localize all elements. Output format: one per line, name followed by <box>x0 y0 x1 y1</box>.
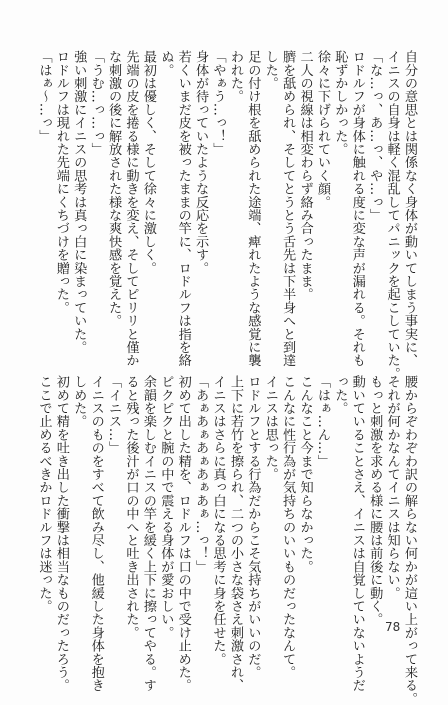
top-line: 若くいまだ皮を被ったままの竿に、ロドルフは指を絡 <box>175 50 191 367</box>
top-line: 先端の皮を捲る様に動きを変え、そしてピリリと僅か <box>123 50 139 367</box>
bottom-line: 「あぁあぁあぁあぁあぁ…っ！」 <box>193 375 209 573</box>
top-line: 足の付け根を舐められた途端、痺れたような感覚に襲 <box>245 50 261 367</box>
top-line: われた。 <box>227 50 243 103</box>
bottom-line: った。 <box>332 375 348 415</box>
top-line: 「な…っ、あ…っ、や…っ」 <box>367 50 383 222</box>
top-line: 恥ずかしかった。 <box>332 50 348 156</box>
bottom-line: もっと刺激を求める様に腰は前後に動く。 <box>367 375 383 626</box>
top-line: 「はぁ～…っ」 <box>36 50 52 143</box>
bottom-line: 「はぁ…ん…」 <box>314 375 330 468</box>
top-line: 「やぁう…っ！」 <box>210 50 226 156</box>
top-line: ロドルフが身体に触れる度に変な声が漏れる。それも <box>349 50 365 367</box>
top-line: 「うむ…っ…っ」 <box>88 50 104 156</box>
bottom-line: 初めて精を吐き出した衝撃は相当なものだったろう。 <box>53 375 69 692</box>
top-line: した。 <box>262 50 278 90</box>
bottom-line: 「イニス…」 <box>106 375 122 455</box>
bottom-line: しめた。 <box>71 375 87 428</box>
top-line: 二人の視線は相変わらず絡み合ったまま。 <box>297 50 313 301</box>
bottom-line: ると残った後汁が口の中へと吐き出された。 <box>123 375 139 639</box>
top-line: 身体が待っていたような反応を示す。 <box>193 50 209 275</box>
top-line: 自分の意思とは関係なく身体が動いてしまう事実に、 <box>402 50 417 367</box>
bottom-line: イニスのものをすべて飲み尽し、他緩した身体を抱き <box>88 375 104 692</box>
bottom-line: 上下に若竹を擦られ、二つの小さな袋さえ刺激され、 <box>227 375 243 692</box>
upper-text-block <box>35 50 418 380</box>
bottom-line: イニスは思った。 <box>262 375 278 481</box>
top-line: 強い刺激にイニスの思考は真っ白に染まっていた。 <box>71 50 87 354</box>
bottom-line: 動いていることさえ、イニスは自覚していないようだ <box>349 375 365 692</box>
bottom-line: こんなに性行為が気持ちのいいものだったなんて。 <box>280 375 296 679</box>
top-line: ぬ。 <box>158 50 174 77</box>
bottom-line: ピクピクと腕の中で震える身体が愛おしい。 <box>158 375 174 639</box>
bottom-line: ロドルフとする行為だからこそ気持ちがいいのだ。 <box>245 375 261 679</box>
top-line: 最初は優しく、そして徐々に激しく。 <box>140 50 156 275</box>
top-line: ロドルフは現れた先端にくちづけを贈った。 <box>53 50 69 314</box>
bottom-line: 初めて出した精を、ロドルフは口の中で受け止めた。 <box>175 375 191 692</box>
bottom-line: 余韻を楽しむイニスの竿を緩く上下に擦ってやる。す <box>140 375 156 692</box>
top-line: 臍を舐められ、そしてとうとう舌先は下半身へと到達 <box>280 50 296 367</box>
bottom-line: こんなこと今まで知らなかった。 <box>297 375 313 573</box>
top-line: 徐々に下げられていく顔。 <box>314 50 330 209</box>
bottom-line: イニスはさらに真っ白になる思考に身を任せた。 <box>210 375 226 666</box>
top-line: な刺激の後に解放された様な爽快感を覚えた。 <box>106 50 122 328</box>
bottom-line: ここで止めるべきかロドルフは迷った。 <box>36 375 52 613</box>
bottom-line: それが何かなんてイニスは知らない。 <box>384 375 400 600</box>
page-number: 78 <box>385 620 401 634</box>
bottom-line: 腰からぞわぞわ訳の解らない何かが這い上がって来る。 <box>402 375 417 705</box>
top-line: イニスの自身は軽く混乱してパニックを起こしていた。 <box>384 50 400 380</box>
